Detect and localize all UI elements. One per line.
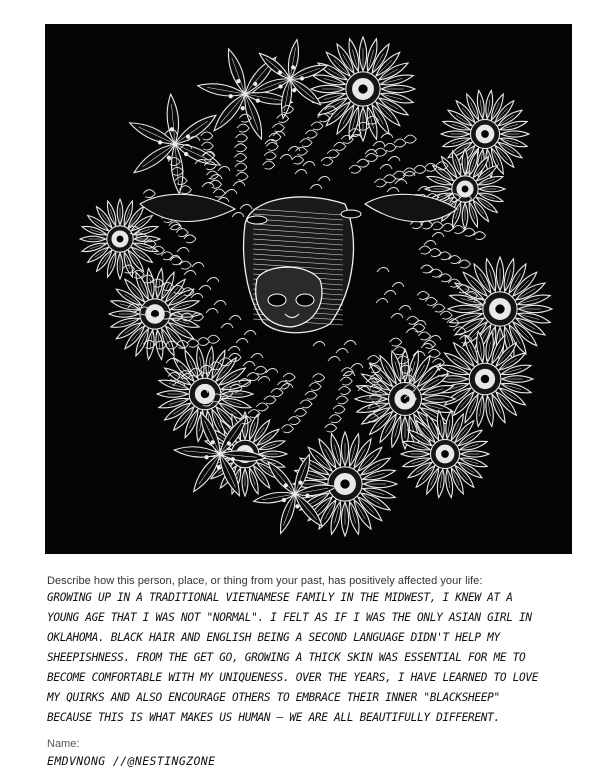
name-label: Name: bbox=[47, 738, 80, 750]
response-line: BECAUSE THIS IS WHAT MAKES US HUMAN — WE ARE ALL BEAUTIFULLY DIFFERENT. bbox=[47, 711, 500, 724]
response-line: BECOME COMFORTABLE WITH MY UNIQUENESS. OVER THE YEARS, I HAVE LEARNED TO LOVE bbox=[47, 671, 539, 684]
response-line: GROWING UP IN A TRADITIONAL VIETNAMESE FAMILY IN THE MIDWEST, I KNEW AT A bbox=[47, 591, 513, 604]
sheep-illustration bbox=[45, 24, 572, 554]
name-value: EMDVNONG //@NESTINGZONE bbox=[47, 754, 216, 768]
handwritten-response bbox=[47, 588, 577, 728]
response-line: SHEEPISHNESS. FROM THE GET GO, GROWING A THICK SKIN WAS ESSENTIAL FOR ME TO bbox=[47, 651, 526, 664]
response-line: YOUNG AGE THAT I WAS NOT "NORMAL". I FELT AS IF I WAS THE ONLY ASIAN GIRL IN bbox=[47, 611, 532, 624]
sunflower-drawing bbox=[293, 432, 397, 536]
response-line: MY QUIRKS AND ALSO ENCOURAGE OTHERS TO EMBRACE THEIR INNER "BLACKSHEEP" bbox=[47, 691, 500, 704]
sunflower-drawing bbox=[311, 37, 415, 141]
form-prompt: Describe how this person, place, or thing from your past, has positively affected your life: bbox=[47, 575, 483, 587]
response-line: OKLAHOMA. BLACK HAIR AND ENGLISH BEING A SECOND LANGUAGE DIDN'T HELP MY bbox=[47, 631, 500, 644]
